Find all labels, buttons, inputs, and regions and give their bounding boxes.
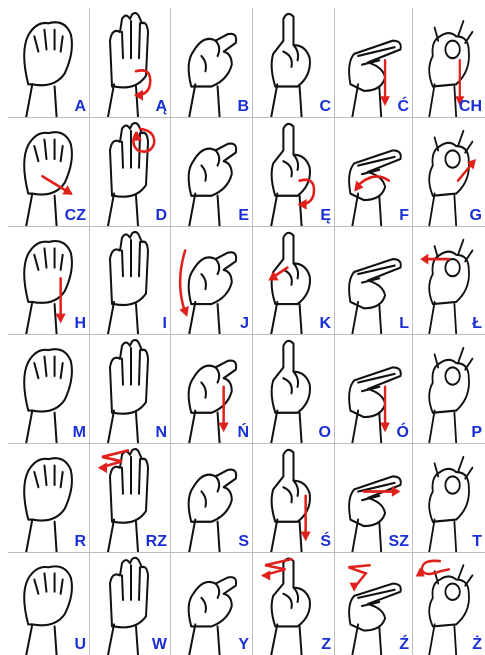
sign-cell-5 [413, 8, 485, 118]
letter-label: Ą [155, 98, 167, 115]
letter-label: SZ [388, 533, 409, 550]
sign-cell-32 [171, 553, 253, 655]
sign-cell-12 [8, 227, 90, 335]
letter-label: B [237, 98, 249, 115]
letter-label: D [155, 207, 167, 224]
letter-label: Ś [320, 533, 331, 550]
letter-label: CH [458, 98, 482, 115]
sign-cell-35 [413, 553, 485, 655]
letter-label: S [238, 533, 249, 550]
letter-label: R [74, 533, 86, 550]
hand-sign-drawing [90, 227, 170, 334]
letter-label: H [74, 315, 86, 332]
sign-cell-24 [8, 444, 90, 553]
letter-label: K [319, 315, 331, 332]
letter-label: Ó [396, 424, 409, 441]
sign-cell-3 [253, 8, 335, 118]
letter-label: G [469, 207, 482, 224]
letter-label: P [471, 424, 482, 441]
sign-cell-7 [90, 118, 171, 227]
letter-label: J [240, 315, 249, 332]
letter-label: RZ [145, 533, 167, 550]
letter-label: M [72, 424, 86, 441]
sign-cell-0 [8, 8, 90, 118]
letter-label: Ż [472, 636, 482, 653]
letter-label: O [318, 424, 331, 441]
letter-label: C [319, 98, 331, 115]
sign-cell-13 [90, 227, 171, 335]
sign-cell-22 [335, 335, 413, 444]
letter-label: W [151, 636, 167, 653]
letter-label: L [399, 315, 409, 332]
sign-cell-17 [413, 227, 485, 335]
sign-cell-15 [253, 227, 335, 335]
sign-cell-16 [335, 227, 413, 335]
letter-label: Ę [320, 207, 331, 224]
letter-label: Z [321, 636, 331, 653]
sign-cell-1 [90, 8, 171, 118]
letter-label: U [74, 636, 86, 653]
sign-cell-2 [171, 8, 253, 118]
sign-cell-34 [335, 553, 413, 655]
letter-label: F [399, 207, 409, 224]
sign-cell-9 [253, 118, 335, 227]
sign-cell-33 [253, 553, 335, 655]
sign-cell-31 [90, 553, 171, 655]
sign-cell-25 [90, 444, 171, 553]
sign-cell-27 [253, 444, 335, 553]
letter-label: Y [238, 636, 249, 653]
sign-cell-6 [8, 118, 90, 227]
sign-cell-18 [8, 335, 90, 444]
sign-cell-29 [413, 444, 485, 553]
sign-cell-21 [253, 335, 335, 444]
sign-alphabet-grid [8, 8, 485, 655]
letter-label: T [472, 533, 482, 550]
sign-cell-14 [171, 227, 253, 335]
letter-label: A [74, 98, 86, 115]
letter-label: Ń [237, 424, 249, 441]
sign-cell-23 [413, 335, 485, 444]
sign-cell-8 [171, 118, 253, 227]
letter-label: E [238, 207, 249, 224]
sign-cell-30 [8, 553, 90, 655]
sign-cell-11 [413, 118, 485, 227]
letter-label: CZ [64, 207, 86, 224]
letter-label: N [155, 424, 167, 441]
letter-label: Ć [397, 98, 409, 115]
sign-cell-26 [171, 444, 253, 553]
sign-cell-28 [335, 444, 413, 553]
sign-cell-19 [90, 335, 171, 444]
sign-cell-4 [335, 8, 413, 118]
sign-cell-10 [335, 118, 413, 227]
letter-label: Ź [399, 636, 409, 653]
letter-label: Ł [472, 315, 482, 332]
sign-cell-20 [171, 335, 253, 444]
letter-label: I [162, 315, 167, 332]
